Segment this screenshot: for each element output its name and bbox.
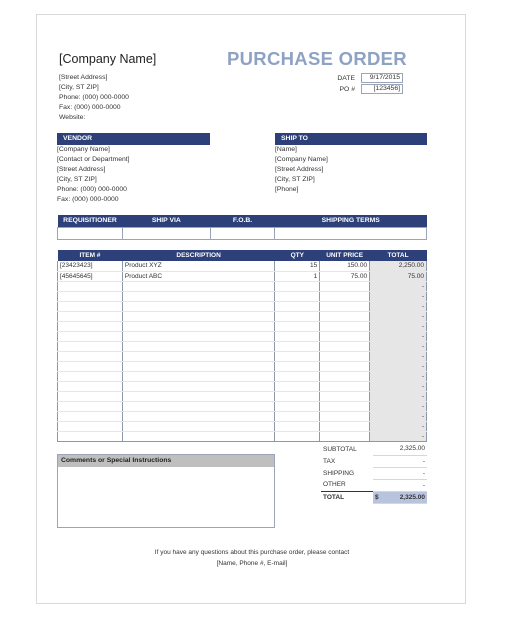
table-row <box>58 421 427 431</box>
line-total-cell: 75.00 <box>370 271 427 281</box>
footer-contact-details: [Name, Phone #, E-mail] <box>216 560 288 567</box>
line-total-cell: - <box>370 391 427 401</box>
purchase-order-sheet <box>36 14 466 604</box>
table-row <box>58 321 427 331</box>
unit-price-cell[interactable] <box>320 421 370 431</box>
table-row <box>58 291 427 301</box>
ship-via-cell[interactable] <box>122 227 210 239</box>
vendor-info-line: [Company Name] <box>57 146 110 153</box>
table-row <box>58 331 427 341</box>
line-total-cell: - <box>370 291 427 301</box>
description-cell[interactable] <box>122 281 275 291</box>
vendor-info-line: [Street Address] <box>57 166 106 173</box>
totals-row <box>321 443 427 455</box>
unit-price-cell[interactable] <box>320 361 370 371</box>
totals-value: 2,325.00 <box>373 443 427 455</box>
item-number-cell[interactable] <box>58 351 123 361</box>
line-total-cell: - <box>370 371 427 381</box>
totals-value[interactable]: - <box>373 455 427 467</box>
unit-price-cell[interactable] <box>320 281 370 291</box>
item-number-cell[interactable] <box>58 421 123 431</box>
item-number-header: ITEM # <box>58 250 123 261</box>
qty-cell[interactable] <box>275 341 320 351</box>
shipping-terms-cell[interactable] <box>275 227 427 239</box>
line-total-cell: - <box>370 431 427 441</box>
qty-cell[interactable] <box>275 351 320 361</box>
date-row <box>319 73 403 83</box>
total-header: TOTAL <box>370 250 427 261</box>
totals-label: SHIPPING <box>323 469 355 477</box>
table-row <box>58 351 427 361</box>
description-cell[interactable] <box>122 361 275 371</box>
po-number-label: PO # <box>339 85 355 93</box>
document-title: PURCHASE ORDER <box>227 48 407 69</box>
line-total-cell: - <box>370 421 427 431</box>
description-cell[interactable] <box>122 421 275 431</box>
item-number-cell[interactable] <box>58 431 123 441</box>
qty-cell[interactable]: 15 <box>275 261 320 271</box>
totals-value[interactable]: - <box>373 467 427 479</box>
qty-cell[interactable]: 1 <box>275 271 320 281</box>
table-row <box>58 341 427 351</box>
ship-to-info-line: [Phone] <box>275 186 299 193</box>
table-row <box>58 311 427 321</box>
totals-label: TAX <box>323 457 336 465</box>
unit-price-cell[interactable] <box>320 291 370 301</box>
description-cell[interactable]: Product XYZ <box>122 261 275 271</box>
description-header: DESCRIPTION <box>122 250 275 261</box>
item-number-cell[interactable] <box>58 301 123 311</box>
vendor-address-block <box>57 145 130 205</box>
qty-cell[interactable] <box>275 401 320 411</box>
qty-cell[interactable] <box>275 421 320 431</box>
item-number-cell[interactable] <box>58 381 123 391</box>
unit-price-cell[interactable] <box>320 381 370 391</box>
line-total-cell: - <box>370 301 427 311</box>
unit-price-cell[interactable] <box>320 311 370 321</box>
company-info-line: [City, ST ZIP] <box>59 84 99 91</box>
totals-row <box>321 467 427 479</box>
footer-contact-text: If you have any questions about this purchase order, please contact <box>154 549 350 556</box>
ship-to-info-line: [City, ST ZIP] <box>275 176 315 183</box>
table-row <box>58 301 427 311</box>
requisitioner-header: REQUISITIONER <box>58 215 123 227</box>
fob-header: F.O.B. <box>210 215 275 227</box>
qty-cell[interactable] <box>275 331 320 341</box>
item-number-cell[interactable]: [23423423] <box>58 261 123 271</box>
unit-price-cell[interactable] <box>320 331 370 341</box>
ship-to-header <box>275 133 427 145</box>
description-cell[interactable] <box>122 291 275 301</box>
table-row <box>58 431 427 441</box>
vendor-info-line: [City, ST ZIP] <box>57 176 97 183</box>
line-total-cell: - <box>370 331 427 341</box>
table-row <box>58 261 427 271</box>
unit-price-cell[interactable] <box>320 371 370 381</box>
vendor-heading: VENDOR <box>63 135 93 142</box>
ship-to-info-line: [Company Name] <box>275 156 328 163</box>
totals-row <box>321 479 427 491</box>
item-number-cell[interactable] <box>58 341 123 351</box>
currency-symbol: $ <box>375 493 379 501</box>
line-items-table <box>57 250 427 442</box>
description-cell[interactable] <box>122 431 275 441</box>
ship-to-heading: SHIP TO <box>281 135 308 142</box>
qty-cell[interactable] <box>275 371 320 381</box>
company-info-line: Fax: (000) 000-0000 <box>59 104 121 111</box>
item-number-cell[interactable] <box>58 321 123 331</box>
unit-price-cell[interactable] <box>320 391 370 401</box>
ship-to-info-line: [Street Address] <box>275 166 324 173</box>
line-total-cell: 2,250.00 <box>370 261 427 271</box>
line-total-cell: - <box>370 381 427 391</box>
item-number-cell[interactable] <box>58 411 123 421</box>
table-row <box>58 361 427 371</box>
item-number-cell[interactable] <box>58 391 123 401</box>
qty-cell[interactable] <box>275 411 320 421</box>
table-row <box>58 401 427 411</box>
item-number-cell[interactable]: [45645645] <box>58 271 123 281</box>
item-number-cell[interactable] <box>58 371 123 381</box>
vendor-info-line: [Contact or Department] <box>57 156 130 163</box>
qty-cell[interactable] <box>275 391 320 401</box>
line-total-cell: - <box>370 281 427 291</box>
qty-header: QTY <box>275 250 320 261</box>
line-total-cell: - <box>370 321 427 331</box>
description-cell[interactable] <box>122 341 275 351</box>
table-row <box>58 271 427 281</box>
table-row <box>58 391 427 401</box>
requisitioner-cell[interactable] <box>58 227 123 239</box>
grand-total-cell <box>373 491 427 503</box>
company-name: [Company Name] <box>59 52 157 66</box>
line-total-cell: - <box>370 311 427 321</box>
grand-total-label: TOTAL <box>321 491 373 503</box>
description-cell[interactable] <box>122 411 275 421</box>
company-address-block <box>59 73 129 123</box>
po-number-field[interactable]: [123456] <box>361 84 403 94</box>
date-field[interactable]: 9/17/2015 <box>361 73 403 83</box>
description-cell[interactable] <box>122 311 275 321</box>
item-number-cell[interactable] <box>58 291 123 301</box>
unit-price-cell[interactable] <box>320 411 370 421</box>
ship-via-header: SHIP VIA <box>122 215 210 227</box>
description-cell[interactable]: Product ABC <box>122 271 275 281</box>
item-number-cell[interactable] <box>58 281 123 291</box>
vendor-info-line: Fax: (000) 000-0000 <box>57 196 119 203</box>
vendor-info-line: Phone: (000) 000-0000 <box>57 186 127 193</box>
table-row <box>58 371 427 381</box>
item-number-cell[interactable] <box>58 331 123 341</box>
ship-to-address-block <box>275 145 328 195</box>
description-cell[interactable] <box>122 301 275 311</box>
table-row <box>58 281 427 291</box>
description-cell[interactable] <box>122 351 275 361</box>
description-cell[interactable] <box>122 401 275 411</box>
shipping-terms-header: SHIPPING TERMS <box>275 215 427 227</box>
qty-cell[interactable] <box>275 321 320 331</box>
unit-price-cell[interactable] <box>320 341 370 351</box>
company-info-line: Website: <box>59 114 86 121</box>
company-info-line: Phone: (000) 000-0000 <box>59 94 129 101</box>
description-cell[interactable] <box>122 321 275 331</box>
line-total-cell: - <box>370 341 427 351</box>
qty-cell[interactable] <box>275 281 320 291</box>
grand-total-row <box>321 491 427 503</box>
qty-cell[interactable] <box>275 381 320 391</box>
vendor-header <box>57 133 210 145</box>
totals-table <box>321 443 427 504</box>
comments-box[interactable] <box>57 454 275 528</box>
company-info-line: [Street Address] <box>59 74 108 81</box>
comments-heading: Comments or Special Instructions <box>58 455 274 467</box>
description-cell[interactable] <box>122 381 275 391</box>
description-cell[interactable] <box>122 331 275 341</box>
line-total-cell: - <box>370 411 427 421</box>
item-number-cell[interactable] <box>58 311 123 321</box>
qty-cell[interactable] <box>275 361 320 371</box>
unit-price-cell[interactable]: 75.00 <box>320 271 370 281</box>
description-cell[interactable] <box>122 371 275 381</box>
item-number-cell[interactable] <box>58 401 123 411</box>
description-cell[interactable] <box>122 391 275 401</box>
qty-cell[interactable] <box>275 431 320 441</box>
totals-value[interactable]: - <box>373 479 427 491</box>
po-number-row <box>319 84 403 94</box>
fob-cell[interactable] <box>210 227 275 239</box>
unit-price-cell[interactable] <box>320 301 370 311</box>
unit-price-cell[interactable] <box>320 351 370 361</box>
totals-label: OTHER <box>323 481 346 489</box>
date-label: DATE <box>337 74 355 82</box>
unit-price-cell[interactable] <box>320 321 370 331</box>
ship-to-info-line: [Name] <box>275 146 297 153</box>
totals-label: SUBTOTAL <box>323 445 357 453</box>
line-total-cell: - <box>370 401 427 411</box>
shipping-info-table <box>57 215 427 240</box>
qty-cell[interactable] <box>275 291 320 301</box>
line-total-cell: - <box>370 361 427 371</box>
unit-price-cell[interactable]: 150.00 <box>320 261 370 271</box>
grand-total-value: 2,325.00 <box>399 493 425 501</box>
unit-price-cell[interactable] <box>320 431 370 441</box>
table-row <box>58 411 427 421</box>
qty-cell[interactable] <box>275 301 320 311</box>
qty-cell[interactable] <box>275 311 320 321</box>
item-number-cell[interactable] <box>58 361 123 371</box>
unit-price-cell[interactable] <box>320 401 370 411</box>
unit-price-header: UNIT PRICE <box>320 250 370 261</box>
line-total-cell: - <box>370 351 427 361</box>
table-row <box>58 381 427 391</box>
totals-row <box>321 455 427 467</box>
